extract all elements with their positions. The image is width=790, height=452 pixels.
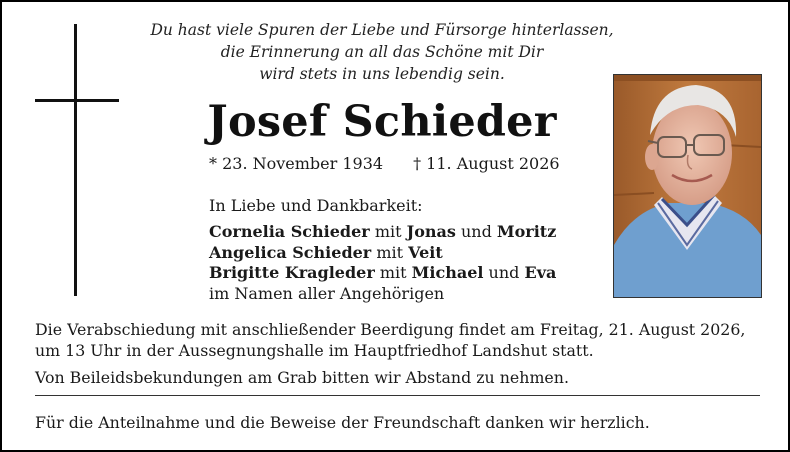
birth-date: * 23. November 1934 (209, 154, 384, 173)
cross-icon-horizontal (35, 99, 119, 102)
mourner-name: Jonas (406, 222, 456, 241)
mourner-line (209, 284, 556, 305)
quote-line: Du hast viele Spuren der Liebe und Fürsorge hinterlassen, (150, 21, 614, 39)
mourner-name: Eva (524, 263, 557, 282)
mourner-line (209, 263, 556, 284)
mourner-name: Cornelia Schieder (209, 222, 370, 241)
death-date: † 11. August 2026 (413, 154, 560, 173)
mourner-name: Angelica Schieder (209, 242, 372, 262)
deceased-name: Josef Schieder (207, 97, 557, 147)
family-intro: In Liebe und Dankbarkeit: (209, 196, 423, 215)
closing-thanks: Für die Anteilnahme und die Beweise der Freundschaft danken wir herzlich. (35, 413, 650, 432)
divider (35, 395, 760, 396)
mourner-text: im Namen aller Angehörigen (209, 283, 445, 303)
farewell-line: um 13 Uhr in der Aussegnungshalle im Hauptfriedhof Landshut statt. (35, 340, 594, 360)
mourner-name: Michael (411, 263, 484, 282)
mourner-text: mit (371, 242, 409, 262)
mourner-text: und (483, 263, 525, 282)
life-dates (209, 154, 560, 173)
farewell-info (35, 320, 765, 361)
quote-line: die Erinnerung an all das Schöne mit Dir (220, 43, 544, 61)
mourner-line (209, 243, 556, 264)
memorial-quote (122, 19, 642, 85)
farewell-line: Die Verabschiedung mit anschließender Beerdigung findet am Freitag, 21. August 2026, (35, 320, 746, 339)
cross-icon-vertical (74, 24, 77, 296)
mourner-name: Moritz (496, 222, 557, 241)
condolences-note: Von Beileidsbekundungen am Grab bitten wir Abstand zu nehmen. (35, 368, 569, 387)
mourners-list (209, 222, 556, 304)
portrait-image (614, 75, 761, 297)
quote-line: wird stets in uns lebendig sein. (259, 65, 505, 83)
mourner-text: und (455, 222, 497, 241)
mourner-text: mit (369, 222, 407, 241)
mourner-line (209, 222, 556, 243)
mourner-name: Brigitte Kragleder (209, 263, 375, 282)
mourner-text: mit (374, 263, 412, 282)
portrait-photo (613, 74, 762, 298)
mourner-name: Veit (408, 242, 443, 262)
